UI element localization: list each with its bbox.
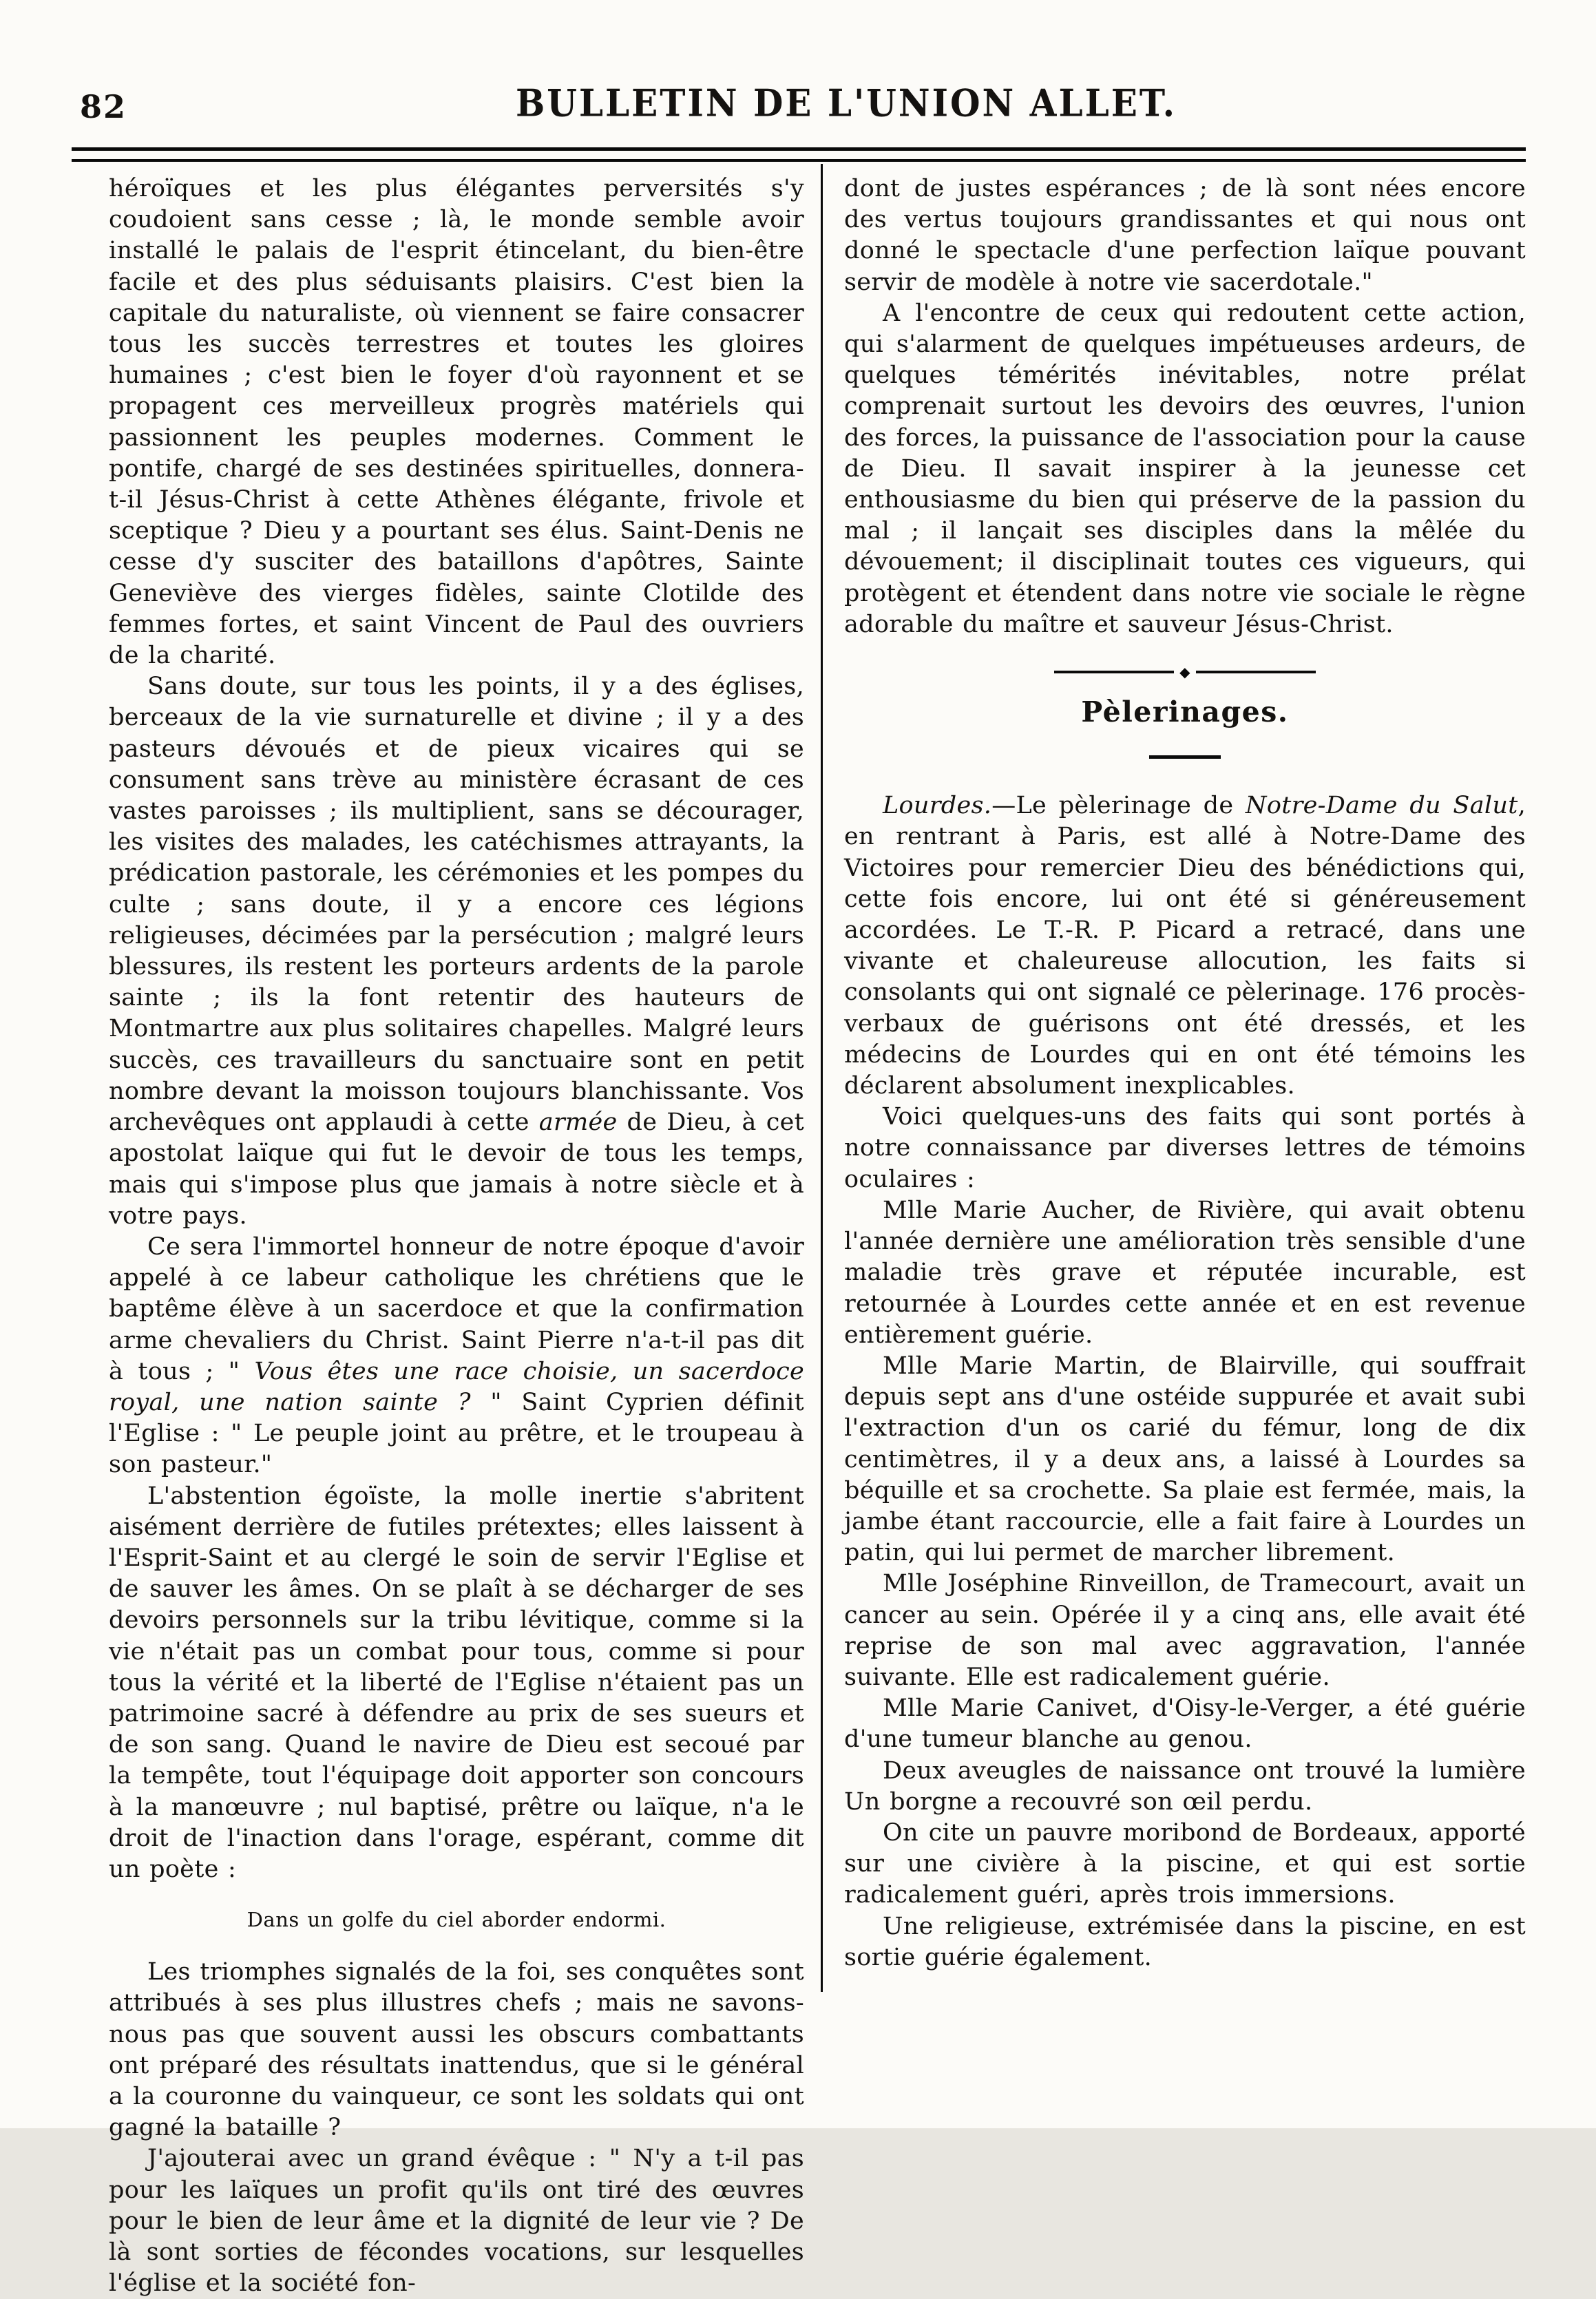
ornament-rule-right	[1196, 671, 1316, 673]
paragraph	[844, 298, 1526, 640]
body-text: Mlle Marie Aucher, de Rivière, qui avait obtenu l'année dernière une amélioration très sensible d'une maladie très grave et réputée incurable, est retournée à Lourdes cette année et en est revenue entièrement guérie.	[844, 1196, 1526, 1349]
body-text: —Le pèlerinage de	[991, 792, 1246, 820]
italic-text: Lourdes.	[883, 792, 992, 820]
paragraph	[109, 1957, 804, 2143]
body-text: , en rentrant à Paris, est allé à Notre-Dame des Victoires pour remercier Dieu des bénédictions qui, cette fois encore, lui ont été si généreusement accordées. Le T.-R. P. Picard a retracé, dans une vivante et chaleureuse allocution, les faits si consolants qui ont signalé ce pèlerinage. 176 procès-verbaux de guérisons ont été dressés, et les médecins de Lourdes qui en ont été témoins les déclarent absolument inexplicables.	[844, 792, 1526, 1100]
paragraph	[844, 1911, 1526, 1973]
body-text: de Dieu, à cet apostolat laïque qui fut le devoir de tous les temps, mais qui s'impose plus que jamais à notre siècle et à votre pays.	[109, 1109, 804, 1230]
italic-text: armée	[538, 1109, 618, 1137]
paragraph	[844, 1756, 1526, 1818]
paragraph	[844, 1568, 1526, 1693]
body-text: J'ajouterai avec un grand évêque : " N'y a t-il pas pour les laïques un profit qu'ils ont tiré des œuvres pour le bien de leur âme et la dignité de leur vie ? De là sont sorties de fécondes vocations, sur lesquelles l'église et la société fon-	[109, 2145, 804, 2298]
body-text: Mlle Marie Canivet, d'Oisy-le-Verger, a été guérie d'une tumeur blanche au genou.	[844, 1694, 1526, 1754]
paragraph	[109, 1232, 804, 1481]
body-text: " Saint Cyprien définit l'Eglise : " Le peuple joint au prêtre, et le troupeau à son pasteur."	[109, 1388, 804, 1479]
paragraph	[109, 2143, 804, 2299]
paragraph	[844, 1351, 1526, 1568]
column-divider-rule	[821, 164, 823, 1992]
paragraph	[844, 174, 1526, 298]
left-column	[109, 174, 804, 2299]
italic-text: Notre-Dame du Salut	[1245, 792, 1518, 820]
paragraph	[844, 1102, 1526, 1195]
body-text: On cite un pauvre moribond de Bordeaux, apporté sur une civière à la piscine, et qui est sortie radicalement guéri, après trois immersions.	[844, 1818, 1526, 1909]
body-text: L'abstention égoïste, la molle inertie s'abritent aisément derrière de futiles prétextes; elles laissent à l'Esprit-Saint et au clergé le soin de servir l'Eglise et de sauver les âmes. On se plaît à se décharger de ses devoirs personnels sur la tribu lévitique, comme si la vie n'était pas un combat pour tous, comme si pour tous la vérité et la liberté de l'Eglise n'étaient pas un patrimoine sacré à défendre au prix de ses sueurs et de son sang. Quand le navire de Dieu est secoué par la tempête, tout l'équipage doit apporter son concours à la manœuvre ; nul baptisé, prêtre ou laïque, n'a le droit de l'inaction dans l'orage, espérant, comme dit un poète :	[109, 1482, 804, 1883]
body-text: Les triomphes signalés de la foi, ses conquêtes sont attribués à ses plus illustres chefs ; mais ne savons-nous pas que souvent aussi les obscurs combattants ont préparé des résultats inattendus, que si le général a la couronne du vainqueur, ce sont les soldats qui ont gagné la bataille ?	[109, 1958, 804, 2142]
paragraph	[844, 1195, 1526, 1351]
body-text: héroïques et les plus élégantes perversités s'y coudoient sans cesse ; là, le monde semble avoir installé le palais de l'esprit étincelant, du bien-être facile et des plus séduisants plaisirs. C'est bien la capitale du naturaliste, où viennent se faire consacrer tous les succès terrestres et toutes les gloires humaines ; c'est bien le foyer d'où rayonnent et se propagent ces merveilleux progrès matériels qui passionnent les peuples modernes. Comment le pontife, chargé de ses destinées spirituelles, donnera-t-il Jésus-Christ à cette Athènes élégante, frivole et sceptique ? Dieu y a pourtant ses élus. Saint-Denis ne cesse d'y susciter des bataillons d'apôtres, Sainte Geneviève des vierges fidèles, sainte Clotilde des femmes fortes, et saint Vincent de Paul des ouvriers de la charité.	[109, 175, 804, 670]
ornament-rule-left	[1054, 671, 1174, 673]
verse-line: Dans un golfe du ciel aborder endormi.	[246, 1908, 666, 1932]
paragraph	[844, 1818, 1526, 1911]
right-column	[844, 174, 1526, 1973]
body-text: Une religieuse, extrémisée dans la piscine, en est sortie guérie également.	[844, 1912, 1526, 1971]
body-text: dont de justes espérances ; de là sont nées encore des vertus toujours grandissantes et qui nous ont donné le spectacle d'une perfection laïque pouvant servir de modèle à notre vie sacerdotale."	[844, 175, 1526, 296]
short-rule	[1149, 755, 1221, 759]
body-text: Sans doute, sur tous les points, il y a des églises, berceaux de la vie surnaturelle et divine ; il y a des pasteurs dévoués et de pieux vicaires qui se consument sans trève au ministère écrasant de ces vastes paroisses ; ils multiplient, sans se décourager, les visites des malades, les catéchismes attrayants, la prédication pastorale, les cérémonies et les pompes du culte ; sans doute, il y a encore ces légions religieuses, décimées par la persécution ; malgré leurs blessures, ils restent les porteurs ardents de la parole sainte ; ils la font retentir des hauteurs de Montmartre aux plus solitaires chapelles. Malgré leurs succès, ces travailleurs du sanctuaire sont en petit nombre devant la moisson toujours blanchissante. Vos archevêques ont applaudi à cette	[109, 673, 804, 1137]
paragraph	[109, 1481, 804, 1886]
diamond-icon: ◆	[1179, 664, 1190, 681]
section-heading: Pèlerinages.	[1081, 695, 1289, 729]
body-text: Ce sera l'immortel honneur de notre époque d'avoir appelé à ce labeur catholique les chrétiens que le baptême élève à un sacerdoce et que la confirmation arme chevaliers du Christ. Saint Pierre n'a-t-il pas dit à tous ; "	[109, 1232, 804, 1385]
body-text: Deux aveugles de naissance ont trouvé la lumière Un borgne a recouvré son œil perdu.	[844, 1756, 1526, 1816]
body-text: A l'encontre de ceux qui redoutent cette action, qui s'alarment de quelques impétueuses ardeurs, de quelques témérités inévitables, notre prélat comprenait surtout les devoirs des œuvres, l'union des forces, la puissance de l'association pour la cause de Dieu. Il savait inspirer à la jeunesse cet enthousiasme du bien qui préserve de la passion du mal ; il lançait ses disciples dans la mêlée du dévouement; il disciplinait toutes ces vigueurs, qui protègent et étendent dans notre vie sociale le règne adorable du maître et sauveur Jésus-Christ.	[844, 299, 1526, 638]
italic-text: Vous êtes une race choisie, un sacerdoce royal, une nation sainte ?	[109, 1357, 804, 1416]
body-text: Mlle Marie Martin, de Blairville, qui souffrait depuis sept ans d'une ostéide suppurée et avait subi l'extraction d'un os carié du fémur, long de dix centimètres, il y a deux ans, a laissé à Lourdes sa béquille et sa crochette. Sa plaie est fermée, mais, la jambe étant raccourcie, elle a fait faire à Lourdes un patin, qui lui permet de marcher librement.	[844, 1352, 1526, 1567]
ornament-divider	[1054, 665, 1316, 679]
paragraph	[844, 790, 1526, 1102]
paragraph	[109, 174, 804, 671]
page-number: 82	[80, 88, 127, 125]
paragraph	[109, 671, 804, 1232]
paragraph	[844, 1693, 1526, 1755]
body-text: Mlle Joséphine Rinveillon, de Tramecourt, avait un cancer au sein. Opérée il y a cinq ans, elle avait été reprise de son mal avec aggravation, l'année suivante. Elle est radicalement guérie.	[844, 1570, 1526, 1691]
header-double-rule	[72, 147, 1526, 162]
body-text: Voici quelques-uns des faits qui sont portés à notre connaissance par diverses lettres de témoins oculaires :	[844, 1103, 1526, 1193]
masthead-title: BULLETIN DE L'UNION ALLET.	[515, 81, 1177, 125]
